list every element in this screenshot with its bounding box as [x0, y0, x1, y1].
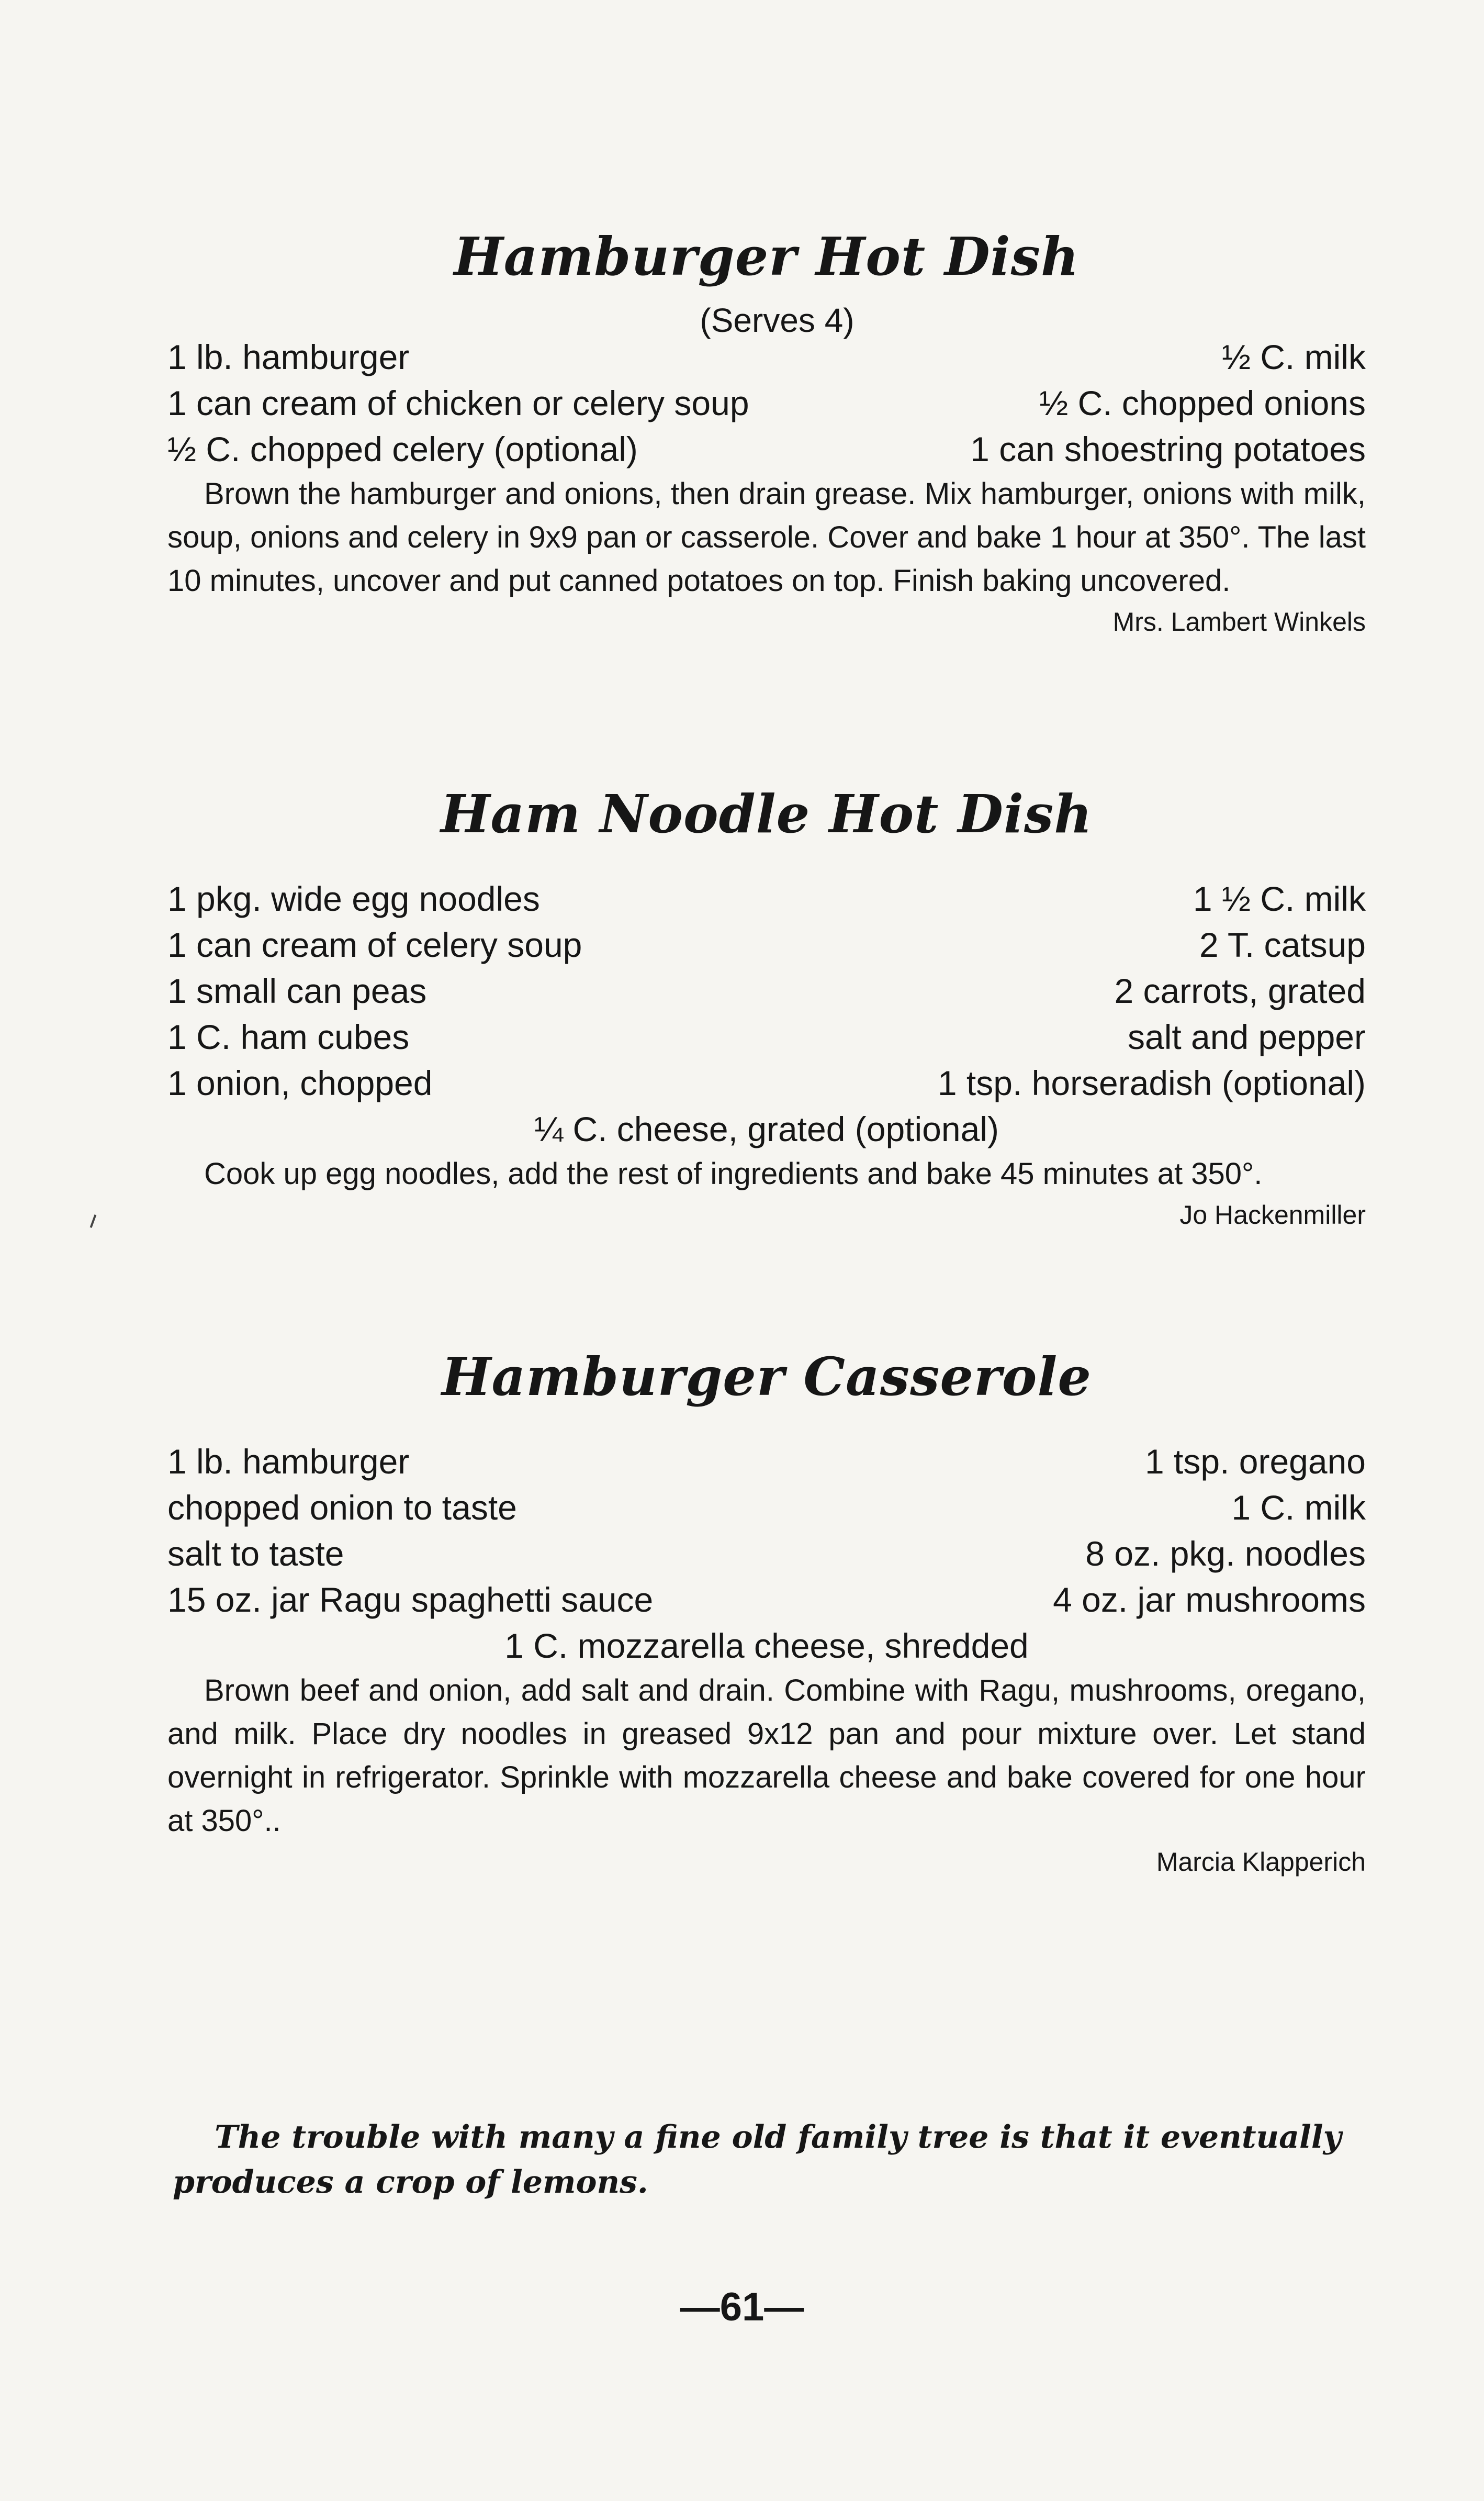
recipe-hamburger-hot-dish	[167, 226, 1366, 640]
ingredient-row	[167, 968, 1366, 1014]
servings: (Serves 4)	[700, 302, 855, 339]
instructions-text: Brown beef and onion, add salt and drain. Combine with Ragu, mushrooms, oregano, and milk. Place dry noodles in greased 9x12 pan and pour mixture over. Let stand overnight in refrigerator. Sprinkle with mozzarella cheese and bake covered for one hour at 350°..	[167, 1673, 1366, 1838]
ingredient-left: chopped onion to taste	[167, 1488, 517, 1527]
ingredient-right: 1 tsp. horseradish (optional)	[937, 1064, 1366, 1102]
ingredient-right: salt and pepper	[1127, 1018, 1366, 1056]
ingredient-left: 1 pkg. wide egg noodles	[167, 879, 540, 918]
ingredient-right: 1 ½ C. milk	[1193, 879, 1366, 918]
ingredient-row	[167, 426, 1366, 472]
recipe-title: Ham Noodle Hot Dish	[441, 783, 1093, 845]
recipe-instructions	[167, 1669, 1366, 1843]
ingredient-left: ½ C. chopped celery (optional)	[167, 430, 638, 468]
filler-quote	[173, 2115, 1371, 2205]
ingredient-left: salt to taste	[167, 1534, 344, 1573]
ingredient-row	[167, 1484, 1366, 1531]
ingredient-left: 1 lb. hamburger	[167, 338, 410, 376]
ingredient-left: 1 lb. hamburger	[167, 1442, 410, 1481]
ingredient-center: ¼ C. cheese, grated (optional)	[534, 1110, 999, 1148]
recipe-author: Jo Hackenmiller	[1179, 1200, 1366, 1230]
ingredient-left: 1 onion, chopped	[167, 1064, 433, 1102]
recipe-instructions	[167, 1152, 1366, 1196]
ingredient-row	[167, 380, 1366, 426]
ingredient-center: 1 C. mozzarella cheese, shredded	[504, 1626, 1029, 1665]
recipe-hamburger-casserole	[167, 1346, 1366, 1880]
recipe-author: Marcia Klapperich	[1156, 1847, 1366, 1877]
instructions-text: Brown the hamburger and onions, then drain grease. Mix hamburger, onions with milk, soup, onions and celery in 9x9 pan or casserole. Cover and bake 1 hour at 350°. The last 10 minutes, uncover and put canned potatoes on top. Finish baking uncovered.	[167, 477, 1366, 598]
ingredient-row	[167, 876, 1366, 922]
ingredient-right: 8 oz. pkg. noodles	[1085, 1534, 1366, 1573]
ingredient-left: 15 oz. jar Ragu spaghetti sauce	[167, 1580, 654, 1619]
ingredient-row	[167, 1531, 1366, 1577]
recipe-title: Hamburger Casserole	[441, 1346, 1092, 1408]
ingredient-left: 1 can cream of chicken or celery soup	[167, 384, 749, 422]
ingredient-left: 1 can cream of celery soup	[167, 925, 582, 964]
ingredient-right: 2 T. catsup	[1199, 925, 1366, 964]
quote-text: The trouble with many a fine old family tree is that it eventually produces a crop of lemons.	[173, 2119, 1342, 2201]
recipe-author: Mrs. Lambert Winkels	[1112, 607, 1366, 637]
recipe-ham-noodle-hot-dish	[167, 783, 1366, 1233]
ingredient-right: ½ C. chopped onions	[1039, 384, 1366, 422]
ingredient-row	[167, 922, 1366, 968]
ingredient-right: 2 carrots, grated	[1114, 972, 1366, 1010]
ingredient-right: 1 tsp. oregano	[1145, 1442, 1366, 1481]
ingredient-right: ½ C. milk	[1221, 338, 1366, 376]
instructions-text: Cook up egg noodles, add the rest of ingredients and bake 45 minutes at 350°.	[204, 1157, 1263, 1191]
ingredient-right: 1 can shoestring potatoes	[970, 430, 1366, 468]
ingredient-row	[167, 1014, 1366, 1060]
recipe-title: Hamburger Hot Dish	[454, 226, 1080, 287]
ingredient-left: 1 small can peas	[167, 972, 427, 1010]
ingredient-left: 1 C. ham cubes	[167, 1018, 410, 1056]
stray-mark	[90, 1214, 97, 1228]
ingredient-right: 1 C. milk	[1231, 1488, 1366, 1527]
ingredient-right: 4 oz. jar mushrooms	[1053, 1580, 1366, 1619]
recipe-instructions	[167, 472, 1366, 602]
ingredient-row	[167, 1577, 1366, 1623]
ingredient-row	[167, 1438, 1366, 1484]
ingredient-row	[167, 334, 1366, 380]
ingredient-row	[167, 1060, 1366, 1106]
page-number: —61—	[680, 2285, 804, 2329]
